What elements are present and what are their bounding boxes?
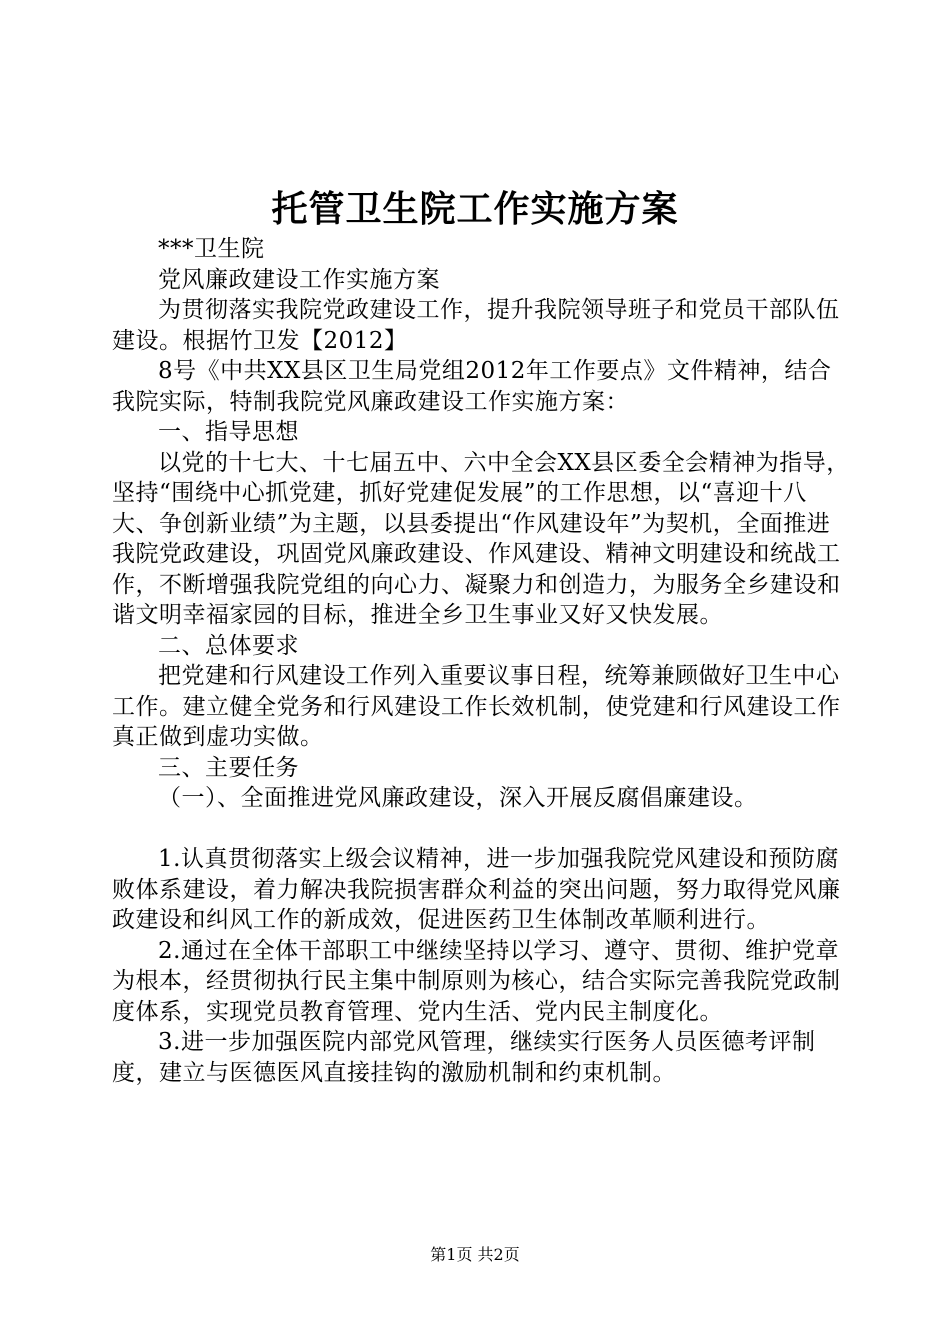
- paragraph: 1.认真贯彻落实上级会议精神，进一步加强我院党风建设和预防腐败体系建设，着力解决我院损害群众利益的突出问题，努力取得党风廉政建设和纠风工作的新成效，促进医药卫生体制改革顺利进行。: [112, 846, 841, 933]
- paragraph: ***卫生院: [158, 236, 265, 262]
- document-title: 托管卫生院工作实施方案: [271, 188, 679, 230]
- paragraph: 以党的十七大、十七届五中、六中全会XX县区委全会精神为指导，坚持“围绕中心抓党建，抓好党建促发展”的工作思想，以“喜迎十八大、争创新业绩”为主题，以县委提出“作风建设年”为契机，全面推进我院党政建设，巩固党风廉政建设、作风建设、精神文明建设和统战工作，不断增强我院党组的向心力、凝聚力和创造力，为服务全乡建设和谐文明幸福家园的目标，推进全乡卫生事业又好又快发展。: [112, 449, 850, 628]
- paragraph: 8号《中共XX县区卫生局党组2012年工作要点》文件精神，结合我院实际，特制我院党风廉政建设工作实施方案：: [112, 358, 832, 415]
- paragraph: 2.通过在全体干部职工中继续坚持以学习、遵守、贯彻、维护党章为根本，经贯彻执行民主集中制原则为核心，结合实际完善我院党政制度体系，实现党员教育管理、党内生活、党内民主制度化。: [112, 937, 841, 1025]
- section-heading: 三、主要任务: [158, 754, 299, 781]
- subsection-heading: （一）、全面推进党风廉政建设，深入开展反腐倡廉建设。: [158, 785, 758, 811]
- paragraph: 3.进一步加强医院内部党风管理，继续实行医务人员医德考评制度，建立与医德医风直接挂钩的激励机制和约束机制。: [112, 1029, 816, 1086]
- section-heading: 一、指导思想: [158, 419, 299, 445]
- document-body: [112, 234, 852, 1088]
- paragraph: 党风廉政建设工作实施方案: [158, 266, 440, 293]
- section-heading: 二、总体要求: [158, 632, 299, 659]
- page-footer: 第1页 共2页: [430, 1245, 520, 1264]
- paragraph: 把党建和行风建设工作列入重要议事日程，统筹兼顾做好卫生中心工作。建立健全党务和行风建设工作长效机制，使党建和行风建设工作真正做到虚功实做。: [112, 663, 841, 750]
- paragraph: 为贯彻落实我院党政建设工作，提升我院领导班子和党员干部队伍建设。根据竹卫发【2012】: [112, 297, 840, 354]
